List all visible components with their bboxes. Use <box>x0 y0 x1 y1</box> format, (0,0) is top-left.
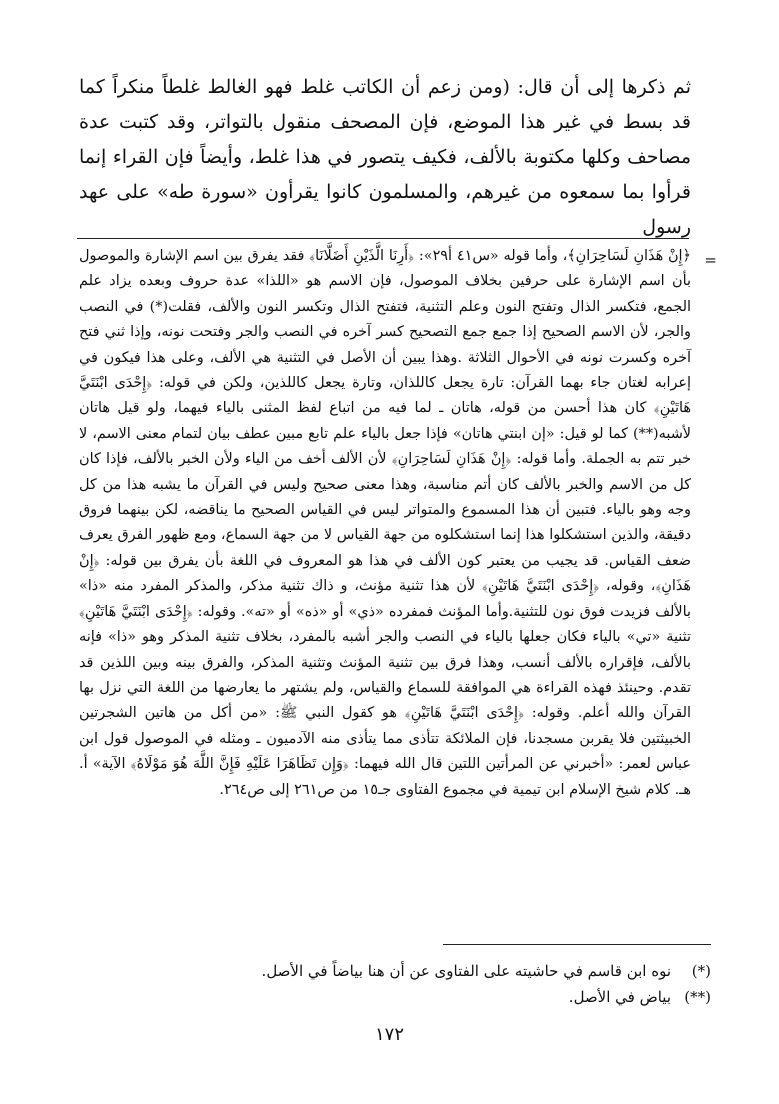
main-footnote-divider <box>77 238 689 239</box>
note-marker: (*) <box>691 962 711 980</box>
notes-divider <box>443 944 711 945</box>
main-text-block <box>79 70 691 245</box>
footnote-block <box>79 244 691 803</box>
end-notes <box>91 958 711 1010</box>
note-item <box>91 984 711 1010</box>
main-paragraph: ثم ذكرها إلى أن قال: (ومن زعم أن الكاتب غلط فهو الغالط غلطاً منكراً كما قد بسط في غير هذا الموضع، فإن المصحف منقول بالتواتر، وقد كتبت عدة مصاحف وكلها مكتوبة بالألف، فكيف يتصور في هذا غلط، وأيضاً فإن القراء إنما قرأوا بما سمعوه من غيرهم، والمسلمون كانوا يقرأون «سورة طه» على عهد رسول <box>79 76 691 238</box>
note-item <box>91 958 711 984</box>
page-number: ١٧٢ <box>374 1024 404 1045</box>
note-text: بياض في الأصل. <box>568 988 671 1006</box>
note-text: نوه ابن قاسم في حاشيته على الفتاوى عن أن هنا بياضاً في الأصل. <box>261 962 671 980</box>
footnote-paragraph: ﴿إِنْ هَذَانِ لَسَاحِرَانِ﴾، وأما قوله «س٤١ أ٢٩»: ﴿أَرِنَا الَّذَيْنِ أَضَلَّانَا﴾ فقد يفرق بين اسم الإشارة والموصول بأن اسم الإشارة على حرفين بخلاف الموصول، فإن الاسم هو «اللذا» عدة حروف وبعده يزاد علم الجمع، فتكسر الذال وتفتح النون وعلم التثنية، فتفتح الذال وتكسر النون والألف، فقلت(*) في النصب والجر، لأن الاسم الصحيح إذا جمع جمع التصحيح كسر آخره في النصب والجر وفتحت نونه، وإذا ثني فتح آخره وكسرت نونه في الأحوال الثلاثة .وهذا يبين أن الأصل في التثنية هي الألف، وعلى هذا فيكون في إعرابه لغتان جاء بهما القرآن: تارة يجعل كاللذان، وتارة يجعل كاللذين، ولكن في قوله: ﴿إِحْدَى ابْنَتَيَّ هَاتَيْنِ﴾ كان هذا أحسن من قوله، هاتان ـ لما فيه من اتباع لفظ المثنى بالياء فيهما، ولو قيل هاتان لأشبه(**) كما لو قيل: «إن ابنتي هاتان» فإذا جعل بالياء علم تابع مبين عطف بيان لتمام معنى الاسم، لا خبر تتم به الجملة. وأما قوله: ﴿إِنْ هَذَانِ لَسَاحِرَانِ﴾ لأن الألف أخف من الياء ولأن الخبر بالألف، فإذا كان كل من الاسم والخبر بالألف كان أتم مناسبة، وهذا معنى صحيح وليس في القرآن ما يشبه هذا من كل وجه وهو بالياء. فتبين أن هذا المسموع والمتواتر ليس في القياس الصحيح ما يناقضه، لكن بينهما فروق دقيقة، والذين استشكلوا هذا إنما استشكلوه من جهة القياس لا من جهة السماع، ومع ظهور الفرق يعرف ضعف القياس. قد يجيب من يعتبر كون الألف في هذا هو المعروف في اللغة بأن يفرق بين قوله: ﴿إِنْ هَذَانِ﴾، وقوله، ﴿إِحْدَى ابْنَتَيَّ هَاتَيْنِ﴾ لأن هذا تثنية مؤنث، و ذاك تثنية مذكر، والمذكر المفرد منه «ذا» بالألف فزيدت فوق نون للتثنية.وأما المؤنث فمفرده «ذي» أو «ذه» أو «ته». وقوله: ﴿إِحْدَى ابْنَتَيَّ هَاتَيْنِ﴾ تثنية «تي» بالياء فكان جعلها بالياء في النصب والجر أشبه بالمفرد، بخلاف تثنية المذكر وهو «ذا» فإنه بالألف، فإقراره بالألف أنسب، وهذا فرق بين تثنية المؤنث وتثنية المذكر، والفرق بينه وبين اللذين قد تقدم. وحينئذ فهذه القراءة هي الموافقة للسماع والقياس، ولم يشتهر ما يعارضها من اللغة التي نزل بها القرآن والله أعلم. وقوله: ﴿إِحْدَى ابْنَتَيَّ هَاتَيْنِ﴾ هو كقول النبي ﷺ: «من أكل من هاتين الشجرتين الخبيثتين فلا يقربن مسجدنا، فإن الملائكة تتأذى مما يتأذى منه الآدميون ـ ومثله في الموصول قول ابن عباس لعمر: «أخبرني عن المرأتين اللتين قال الله فيهما: ﴿وَإِن تَظَاهَرَا عَلَيْهِ فَإِنَّ اللَّهَ هُوَ مَوْلَاهُ﴾ الآية» أ. هـ. كلام شيخ الإسلام ابن تيمية في مجموع الفتاوى جـ١٥ من ص٢٦١ إلى ص٢٦٤. <box>79 248 691 798</box>
note-marker: (**) <box>684 988 711 1006</box>
footnote-continuation-marker: = <box>704 251 717 269</box>
